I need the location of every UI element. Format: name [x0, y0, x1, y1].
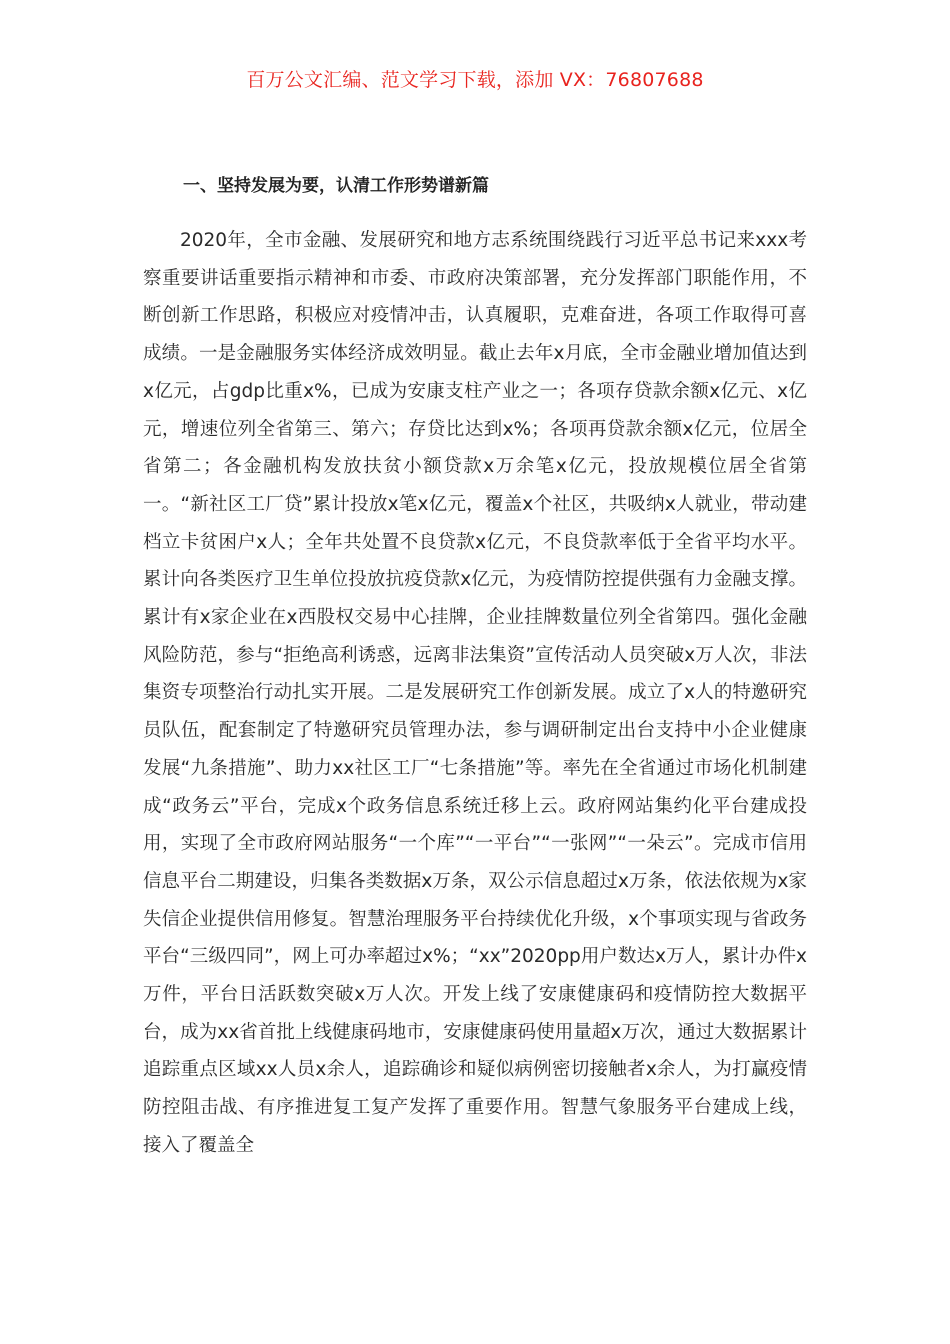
header-banner: 百万公文汇编、范文学习下载，添加 VX：76807688 — [246, 69, 704, 91]
body-paragraph: 2020年，全市金融、发展研究和地方志系统围绕践行习近平总书记来xxx考察重要讲话重要指示精神和市委、市政府决策部署，充分发挥部门职能作用，不断创新工作思路，积极应对疫情冲击，认真履职，克难奋进，各项工作取得可喜成绩。一是金融服务实体经济成效明显。截止去年x月底，全市金融业增加值达到x亿元，占gdp比重x%，已成为安康支柱产业之一；各项存贷款余额x亿元、x亿元，增速位列全省第三、第六；存贷比达到x%；各项再贷款余额x亿元，位居全省第二；各金融机构发放扶贫小额贷款x万余笔x亿元，投放规模位居全省第一。“新社区工厂贷”累计投放x笔x亿元，覆盖x个社区，共吸纳x人就业，带动建档立卡贫困户x人；全年共处置不良贷款x亿元，不良贷款率低于全省平均水平。累计向各类医疗卫生单位投放抗疫贷款x亿元，为疫情防控提供强有力金融支撑。累计有x家企业在x西股权交易中心挂牌，企业挂牌数量位列全省第四。强化金融风险防范，参与“拒绝高利诱惑，远离非法集资”宣传活动人员突破x万人次，非法集资专项整治行动扎实开展。二是发展研究工作创新发展。成立了x人的特邀研究员队伍，配套制定了特邀研究员管理办法，参与调研制定出台支持中小企业健康发展“九条措施”、助力xx社区工厂“七条措施”等。率先在全省通过市场化机制建成“政务云”平台，完成x个政务信息系统迁移上云。政府网站集约化平台建成投用，实现了全市政府网站服务“一个库”“一平台”“一张网”“一朵云”。完成市信用信息平台二期建设，归集各类数据x万条，双公示信息超过x万条，依法依规为x家失信企业提供信用修复。智慧治理服务平台持续优化升级，x个事项实现与省政务平台“三级四同”，网上可办率超过x%；“xx”2020pp用户数达x万人，累计办件x万件，平台日活跃数突破x万人次。开发上线了安康健康码和疫情防控大数据平台，成为xx省首批上线健康码地市，安康健康码使用量超x万次，通过大数据累计追踪重点区域xx人员x余人，追踪确诊和疑似病例密切接触者x余人，为打赢疫情防控阻击战、有序推进复工复产发挥了重要作用。智慧气象服务平台建成上线，接入了覆盖全 — [143, 230, 807, 1156]
section-heading: 一、坚持发展为要，认清工作形势谱新篇 — [183, 176, 489, 196]
